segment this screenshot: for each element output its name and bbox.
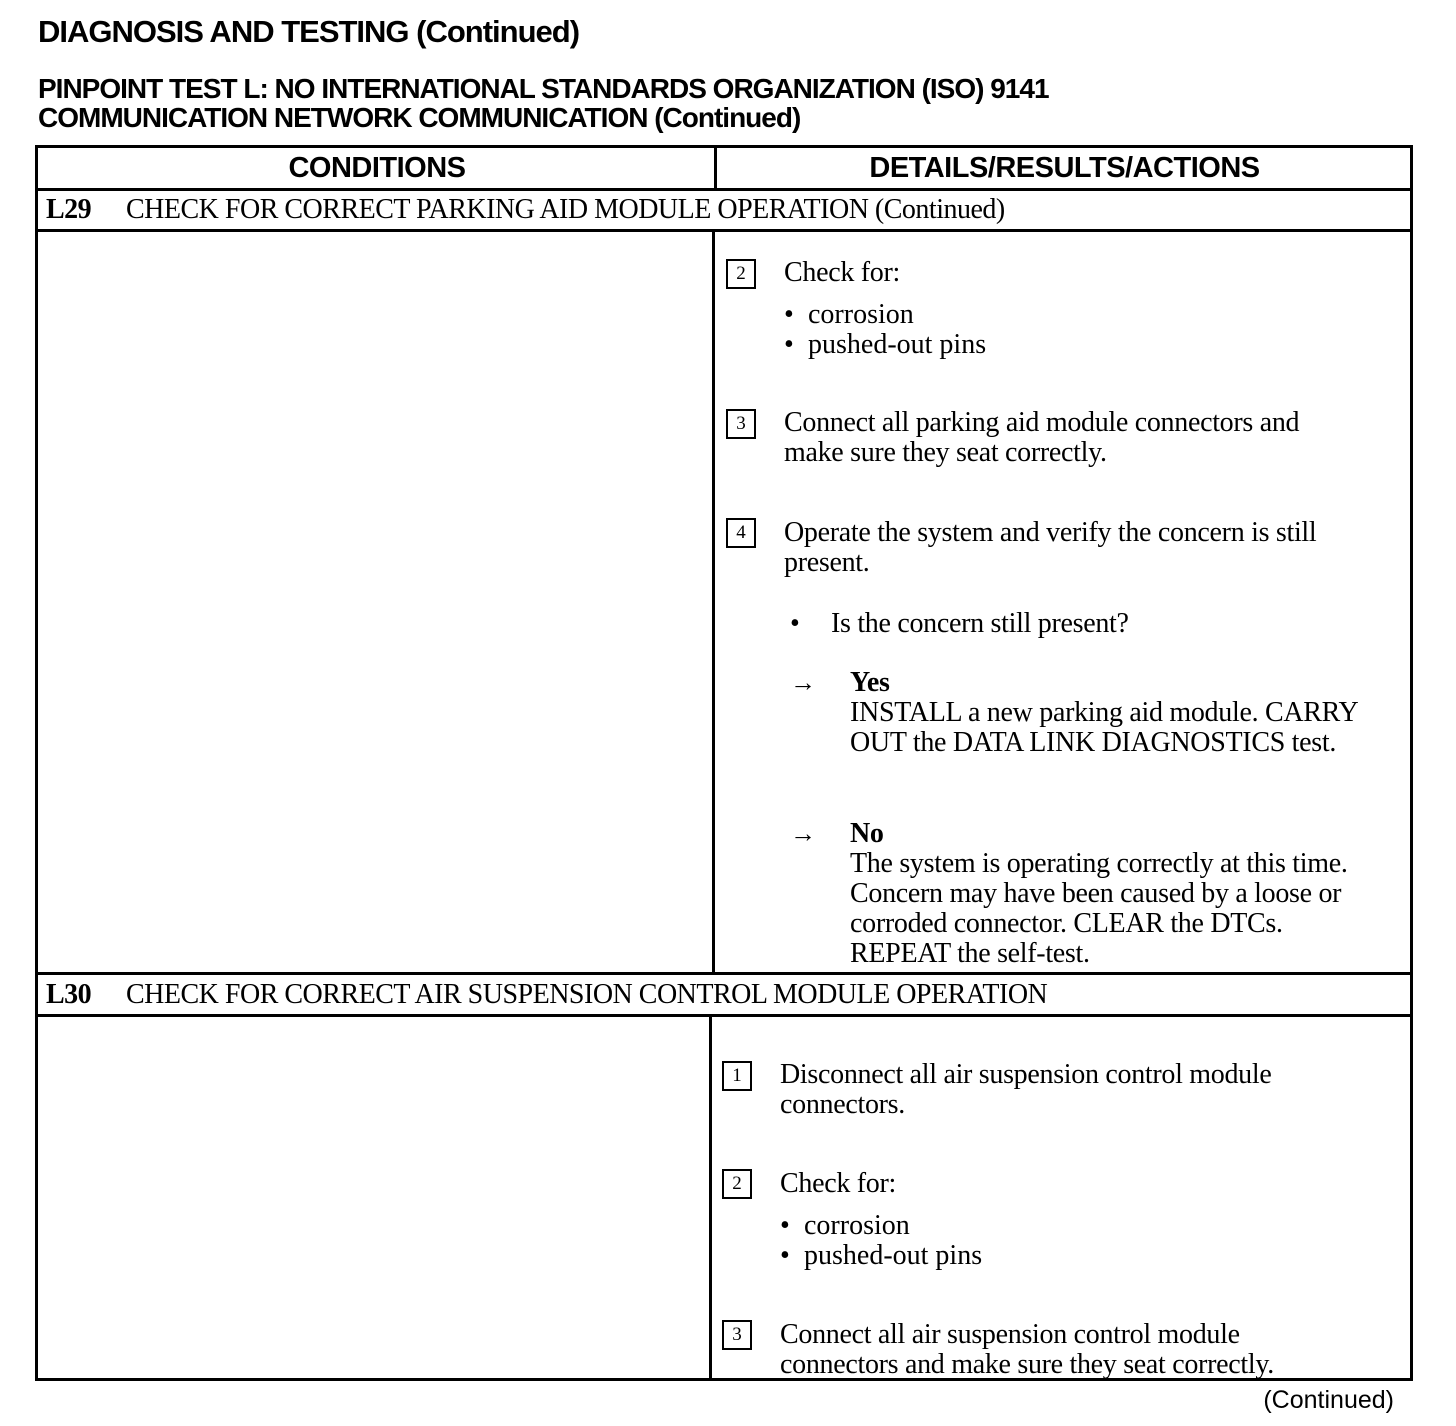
list-item: • pushed-out pins (784, 330, 986, 360)
pinpoint-test-title-line1: PINPOINT TEST L: NO INTERNATIONAL STANDARDS ORGANIZATION (ISO) 9141 (38, 73, 1049, 104)
pinpoint-test-title-line2: COMMUNICATION NETWORK COMMUNICATION (Continued) (38, 102, 801, 133)
list-item: • corrosion (780, 1211, 982, 1241)
yes-arrow-icon: → (790, 668, 816, 697)
step-number-box: 4 (726, 518, 756, 548)
page-title: DIAGNOSIS AND TESTING (Continued) (38, 14, 580, 49)
l30-step3-text: Connect all air suspension control module connectors and make sure they seat correctly. (780, 1319, 1274, 1380)
no-arrow-icon: → (790, 819, 816, 848)
l29-question-text: Is the concern still present? (831, 608, 1129, 639)
l30-step2-text: Check for: (780, 1168, 896, 1199)
step-l29-title: CHECK FOR CORRECT PARKING AID MODULE OPERATION (Continued) (126, 194, 1005, 225)
list-item: • corrosion (784, 300, 986, 330)
continued-footer: (Continued) (1263, 1386, 1394, 1414)
step-l29-header (46, 191, 1005, 229)
l29-step4-text: Operate the system and verify the concern is still present. (784, 517, 1317, 578)
step-number-box: 2 (722, 1169, 752, 1199)
l29-step3-text: Connect all parking aid module connectors and make sure they seat correctly. (784, 407, 1300, 468)
step-number-box: 1 (722, 1061, 752, 1091)
l29-yes-result: Yes INSTALL a new parking aid module. CARRY OUT the DATA LINK DIAGNOSTICS test. (850, 667, 1359, 758)
step-number-box: 2 (726, 259, 756, 289)
column-divider (712, 229, 715, 972)
step-number-box: 3 (722, 1320, 752, 1350)
l30-step1-text: Disconnect all air suspension control module connectors. (780, 1059, 1272, 1120)
column-divider (714, 148, 717, 188)
pinpoint-test-table (35, 145, 1413, 1381)
step-number-box: 3 (726, 409, 756, 439)
row-divider (38, 972, 1410, 975)
l29-no-result: No The system is operating correctly at this time. Concern may have been caused by a loose or corroded connector. CLEAR the DTCs. REPEAT the self-test. (850, 818, 1348, 969)
l29-step2-text: Check for: (784, 257, 900, 288)
l29-question-bullet: • (790, 608, 800, 639)
list-item: • pushed-out pins (780, 1241, 982, 1271)
l30-step2-bullets (780, 1211, 982, 1271)
step-l30-title: CHECK FOR CORRECT AIR SUSPENSION CONTROL MODULE OPERATION (126, 979, 1048, 1010)
row-divider (38, 1014, 1410, 1017)
l29-step2-bullets (784, 300, 986, 360)
step-l29-id: L29 (46, 194, 92, 225)
row-divider (38, 229, 1410, 232)
details-column-header: DETAILS/RESULTS/ACTIONS (869, 152, 1260, 184)
step-l30-header (46, 976, 1047, 1014)
column-divider (709, 1014, 712, 1381)
step-l30-id: L30 (46, 979, 92, 1010)
conditions-column-header: CONDITIONS (288, 152, 466, 184)
